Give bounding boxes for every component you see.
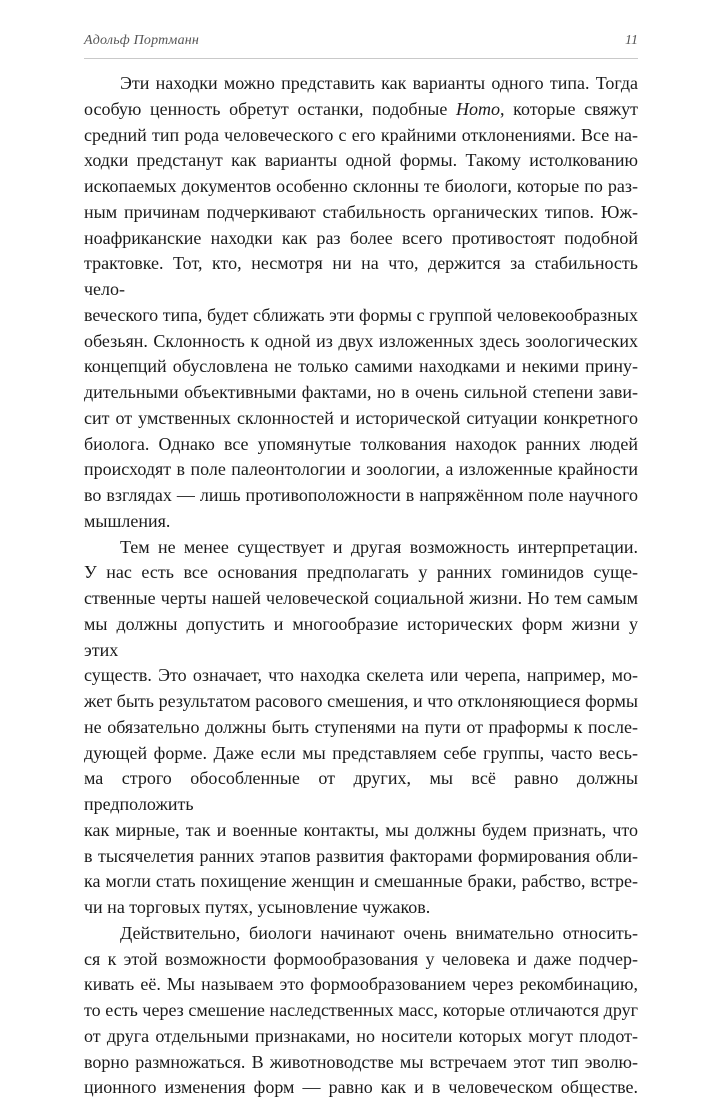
text-line: ка могли стать похищение женщин и смешанные браки, рабство, встре- (84, 871, 638, 892)
text-line: ворно размножаться. В животноводстве мы встречаем этот тип эволю- (84, 1051, 638, 1072)
text-line: как мирные, так и военные контакты, мы должны будем признать, что (84, 819, 638, 840)
text-line: от друга отдельными признаками, но носители которых могут плодот- (84, 1025, 638, 1046)
paragraph (84, 921, 638, 1101)
text-line: дующей форме. Даже если мы представляем себе группы, часто весь- (84, 742, 638, 763)
text-line: ископаемых документов особенно склонны те биологи, которые по раз- (84, 176, 638, 196)
text-line: Тем не менее существует и другая возможность интерпретации. (120, 536, 638, 557)
text-line: ным причинам подчеркивают стабильность органических типов. Юж- (84, 201, 638, 222)
text-line: ционного изменения форм — равно как и в человеческом обществе. (84, 1077, 638, 1098)
text-line: чи на торговых путях, усыновление чужаков. (84, 897, 431, 917)
text-line: ноафриканские находки как раз более всего противостоят подобной (84, 227, 638, 248)
text-line: ственные черты нашей человеческой социальной жизни. Но тем самым (84, 588, 638, 608)
italic-term: Homo (456, 98, 500, 119)
text-line: концепций обусловлена не только самими находками и некими прину- (84, 356, 638, 377)
text-line: жет быть результатом расового смешения, и что отклоняющиеся формы (84, 691, 638, 711)
text-line: дительными объективными фактами, но в очень сильной степени зави- (84, 382, 638, 402)
text-line: мышления. (84, 510, 171, 531)
text-line: У нас есть все основания предполагать у ранних гоминидов суще- (84, 562, 638, 583)
text-line: происходят в поле палеонтологии и зоологии, а изложенные крайности (84, 459, 638, 480)
running-head: Адольф Портманн (84, 33, 200, 48)
body-text (84, 71, 638, 1101)
text-line: не обязательно должны быть ступенями на пути от праформы к после- (84, 716, 638, 737)
text-line: обезьян. Склонность к одной из двух изложенных здесь зоологических (84, 330, 638, 351)
header-rule (84, 58, 638, 59)
text-line: веческого типа, будет сближать эти формы с группой человекообразных (84, 304, 638, 325)
text-line: в тысячелетия ранних этапов развития факторами формирования обли- (84, 845, 638, 866)
paragraph (84, 71, 638, 535)
text-line: во взглядах — лишь противоположности в напряжённом поле научного (84, 485, 638, 505)
text-line: ходки предстанут как варианты одной формы. Такому истолкованию (84, 150, 638, 171)
text-line: ся к этой возможности формообразования у человека и даже подчер- (84, 948, 638, 969)
text-line: Эти находки можно представить как варианты одного типа. Тогда (120, 73, 638, 93)
text-line: мы должны допустить и многообразие исторических форм жизни у этих (84, 613, 638, 660)
text-line: средний тип рода человеческого с его крайними отклонениями. Все на- (84, 124, 638, 145)
text-line: особую ценность обретут останки, подобные Homo, которые свяжут (84, 98, 639, 119)
text-line: существ. Это означает, что находка скелета или черепа, например, мо- (84, 665, 638, 686)
paragraph (84, 535, 638, 921)
text-line: сит от умственных склонностей и исторической ситуации конкретного (84, 407, 638, 428)
text-line: Действительно, биологи начинают очень внимательно относить- (120, 922, 638, 943)
text-line: биолога. Однако все упомянутые толкования находок ранних людей (84, 433, 638, 454)
page-number: 11 (625, 33, 638, 48)
text-line: трактовке. Тот, кто, несмотря ни на что, держится за стабильность чело- (84, 253, 638, 299)
text-line: то есть через смешение наследственных масс, которые отличаются друг (84, 1000, 638, 1020)
text-line: кивать её. Мы называем это формообразованием через рекомбинацию, (84, 974, 638, 995)
text-line: ма строго обособленные от других, мы всё равно должны предположить (84, 768, 638, 814)
